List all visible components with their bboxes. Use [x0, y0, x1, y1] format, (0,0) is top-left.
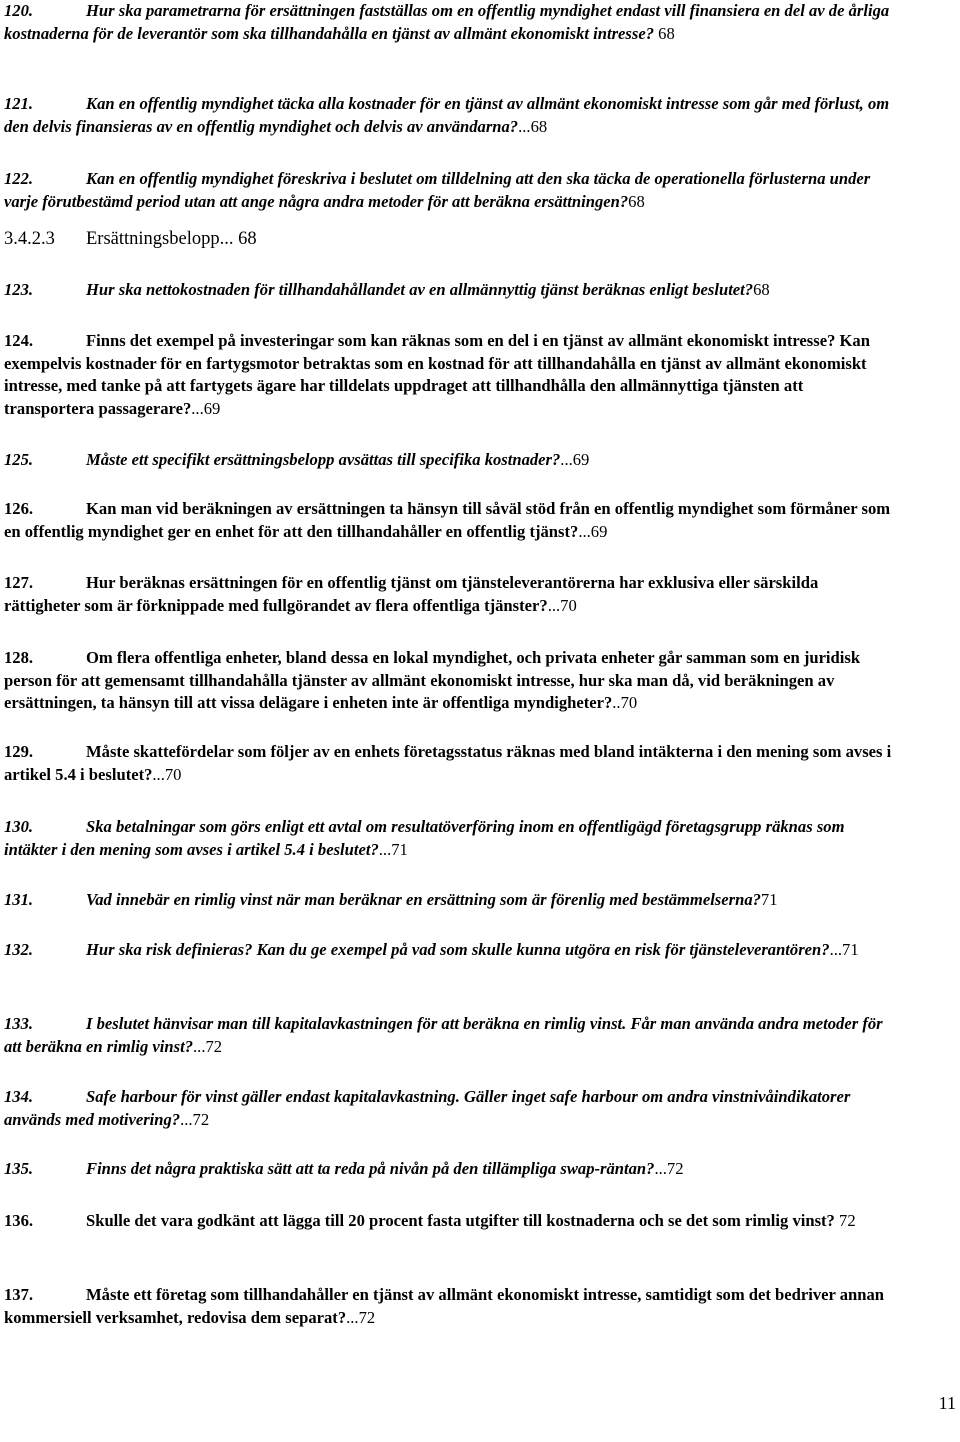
toc-entry-132[interactable] — [4, 939, 896, 962]
toc-leader: ... — [518, 116, 531, 136]
toc-entry-131[interactable] — [4, 889, 896, 912]
toc-entry-124[interactable] — [4, 330, 896, 420]
page-number: 11 — [938, 1393, 956, 1413]
toc-leader: ... — [654, 1159, 667, 1178]
toc-entry-125[interactable] — [4, 449, 896, 472]
toc-number: 122. — [4, 169, 34, 188]
toc-entry-135[interactable] — [4, 1158, 896, 1181]
toc-leader: ... — [829, 940, 843, 959]
toc-page: 70 — [164, 764, 182, 784]
toc-entry-133[interactable] — [4, 1013, 896, 1058]
toc-entry-126[interactable] — [4, 498, 896, 543]
toc-text: Skulle det vara godkänt att lägga till 20 procent fasta utgifter till kostnaderna och se det som rimlig vinst? — [86, 1211, 835, 1230]
toc-number: 135. — [4, 1159, 34, 1178]
toc-leader: ... — [578, 521, 591, 541]
toc-text: I beslutet hänvisar man till kapitalavkastningen för att beräkna en rimlig vinst. Får man använda andra metoder för att beräkna en rimlig vinst? — [4, 1014, 883, 1056]
toc-entry-129[interactable] — [4, 741, 896, 786]
toc-leader: ... — [152, 764, 165, 784]
toc-text: Ersättningsbelopp — [86, 229, 220, 249]
toc-page: 69 — [572, 450, 590, 469]
toc-leader: ... — [191, 398, 204, 418]
toc-number: 134. — [4, 1087, 34, 1106]
toc-page: 68 — [530, 116, 548, 136]
toc-text: Kan en offentlig myndighet föreskriva i beslutet om tilldelning att den ska täcka de operationella förlusterna under varje förutbestämd period utan att ange några andra metoder för att beräkna ersättningen? — [4, 169, 871, 211]
toc-number: 131. — [4, 890, 34, 909]
toc-text: Hur ska parametrarna för ersättningen fastställas om en offentlig myndighet endast vill finansiera en del av de årliga kostnaderna för de leverantör som ska tillhandahålla en tjänst av allmänt ekonomiskt intresse? — [4, 1, 890, 43]
toc-number: 126. — [4, 499, 34, 518]
toc-leader: ... — [193, 1036, 206, 1056]
toc-page: 70 — [620, 693, 638, 712]
toc-leader: ... — [219, 229, 234, 249]
toc-entry-130[interactable] — [4, 816, 896, 861]
toc-entry-122[interactable] — [4, 168, 896, 213]
toc-leader: ... — [560, 450, 573, 469]
toc-text: Måste ett specifikt ersättningsbelopp avsättas till specifika kostnader? — [86, 450, 561, 469]
toc-page: 69 — [203, 398, 221, 418]
toc-page: 72 — [205, 1036, 223, 1056]
toc-number: 127. — [4, 573, 34, 592]
toc-number: 125. — [4, 450, 34, 469]
toc-page: 72 — [192, 1109, 210, 1129]
toc-number: 129. — [4, 742, 34, 761]
toc-entry-134[interactable] — [4, 1086, 896, 1131]
toc-entry-127[interactable] — [4, 572, 896, 617]
toc-number: 123. — [4, 280, 34, 299]
toc-page: 68 — [628, 191, 645, 211]
toc-entry-123[interactable] — [4, 279, 896, 302]
toc-text: Måste skattefördelar som följer av en enhets företagsstatus räknas med bland intäkterna i den mening som avses i artikel 5.4 i beslutet? — [4, 742, 892, 784]
toc-page: 71 — [391, 839, 408, 859]
toc-page: 71 — [760, 890, 778, 909]
toc-page: 68 — [658, 23, 675, 43]
toc-text: Finns det några praktiska sätt att ta reda på nivån på den tillämpliga swap-räntan? — [86, 1159, 655, 1178]
toc-page: 68 — [238, 229, 257, 249]
toc-text: Ska betalningar som görs enligt ett avtal om resultatöverföring inom en offentligägd företagsgrupp räknas som intäkter i den mening som avses i artikel 5.4 i beslutet? — [4, 817, 845, 859]
toc-page: 71 — [842, 940, 859, 959]
toc-leader: .. — [612, 693, 621, 712]
toc-number: 133. — [4, 1014, 34, 1033]
toc-page: 69 — [590, 521, 608, 541]
toc-leader: ... — [346, 1307, 359, 1327]
toc-number: 136. — [4, 1211, 34, 1230]
toc-leader: ... — [378, 839, 392, 859]
toc-entry-120[interactable] — [4, 0, 896, 45]
toc-number: 132. — [4, 940, 34, 959]
toc-text: Vad innebär en rimlig vinst när man beräknar en ersättning som är förenlig med bestämmelserna? — [86, 890, 761, 909]
toc-number: 120. — [4, 1, 34, 20]
toc-text: Safe harbour för vinst gäller endast kapitalavkastning. Gäller inget safe harbour om andra vinstnivåindikatorer används med motivering? — [4, 1087, 851, 1129]
toc-page: 68 — [753, 280, 770, 299]
toc-number: 3.4.2.3 — [4, 229, 55, 249]
toc-page: 72 — [666, 1159, 684, 1178]
toc-entry-136[interactable] — [4, 1210, 896, 1233]
toc-text: Finns det exempel på investeringar som kan räknas som en del i en tjänst av allmänt ekonomiskt intresse? Kan exempelvis kostnader för en fartygsmotor betraktas som en kostnad för att tillhandahålla en tjänst av allmänt ekonomiskt intresse, med tanke på att fartygets ägare har tilldelats uppdraget att tillhandhålla den allmännyttiga tjänsten att transportera passagerare? — [4, 331, 870, 418]
toc-text: Hur beräknas ersättningen för en offentlig tjänst om tjänsteleverantörerna har exklusiva eller särskilda rättigheter som är förknippade med fullgörandet av flera offentliga tjänster? — [4, 573, 819, 615]
toc-leader: ... — [547, 595, 561, 615]
toc-text: Hur ska nettokostnaden för tillhandahållandet av en allmännyttig tjänst beräknas enligt beslutet? — [86, 280, 754, 299]
toc-page: 72 — [358, 1307, 376, 1327]
toc-number: 130. — [4, 817, 34, 836]
toc-entry-137[interactable] — [4, 1284, 896, 1329]
toc-text: Om flera offentliga enheter, bland dessa en lokal myndighet, och privata enheter går samman som en juridisk person för att gemensamt tillhandahålla tjänster av allmänt ekonomiskt intresse, hur ska man då, vid beräkningen av ersättningen, ta hänsyn till att vissa delägare i enheten inte är offentliga myndigheter? — [4, 648, 861, 712]
toc-number: 124. — [4, 331, 34, 350]
toc-entry-121[interactable] — [4, 93, 896, 138]
toc-text: Hur ska risk definieras? Kan du ge exempel på vad som skulle kunna utgöra en risk för tjänsteleverantören? — [86, 940, 830, 959]
toc-number: 128. — [4, 648, 34, 667]
toc-text: Kan man vid beräkningen av ersättningen ta hänsyn till såväl stöd från en offentlig myndighet som förmåner som en offentlig myndighet ger en enhet för att den tillhandahåller en offentlig tjänst? — [4, 499, 891, 541]
toc-number: 121. — [4, 94, 34, 113]
toc-page: 70 — [560, 595, 577, 615]
toc-leader: ... — [180, 1109, 193, 1129]
toc-number: 137. — [4, 1285, 34, 1304]
toc-text: Kan en offentlig myndighet täcka alla kostnader för en tjänst av allmänt ekonomiskt intresse som går med förlust, om den delvis finansieras av en offentlig myndighet och delvis av användarna? — [4, 94, 890, 136]
toc-entry-128[interactable] — [4, 647, 896, 715]
toc-page: 72 — [839, 1211, 856, 1230]
toc-text: Måste ett företag som tillhandahåller en tjänst av allmänt ekonomiskt intresse, samtidigt som det bedriver annan kommersiell verksamhet, redovisa dem separat? — [4, 1285, 885, 1327]
toc-section-3-4-2-3[interactable] — [4, 227, 896, 251]
